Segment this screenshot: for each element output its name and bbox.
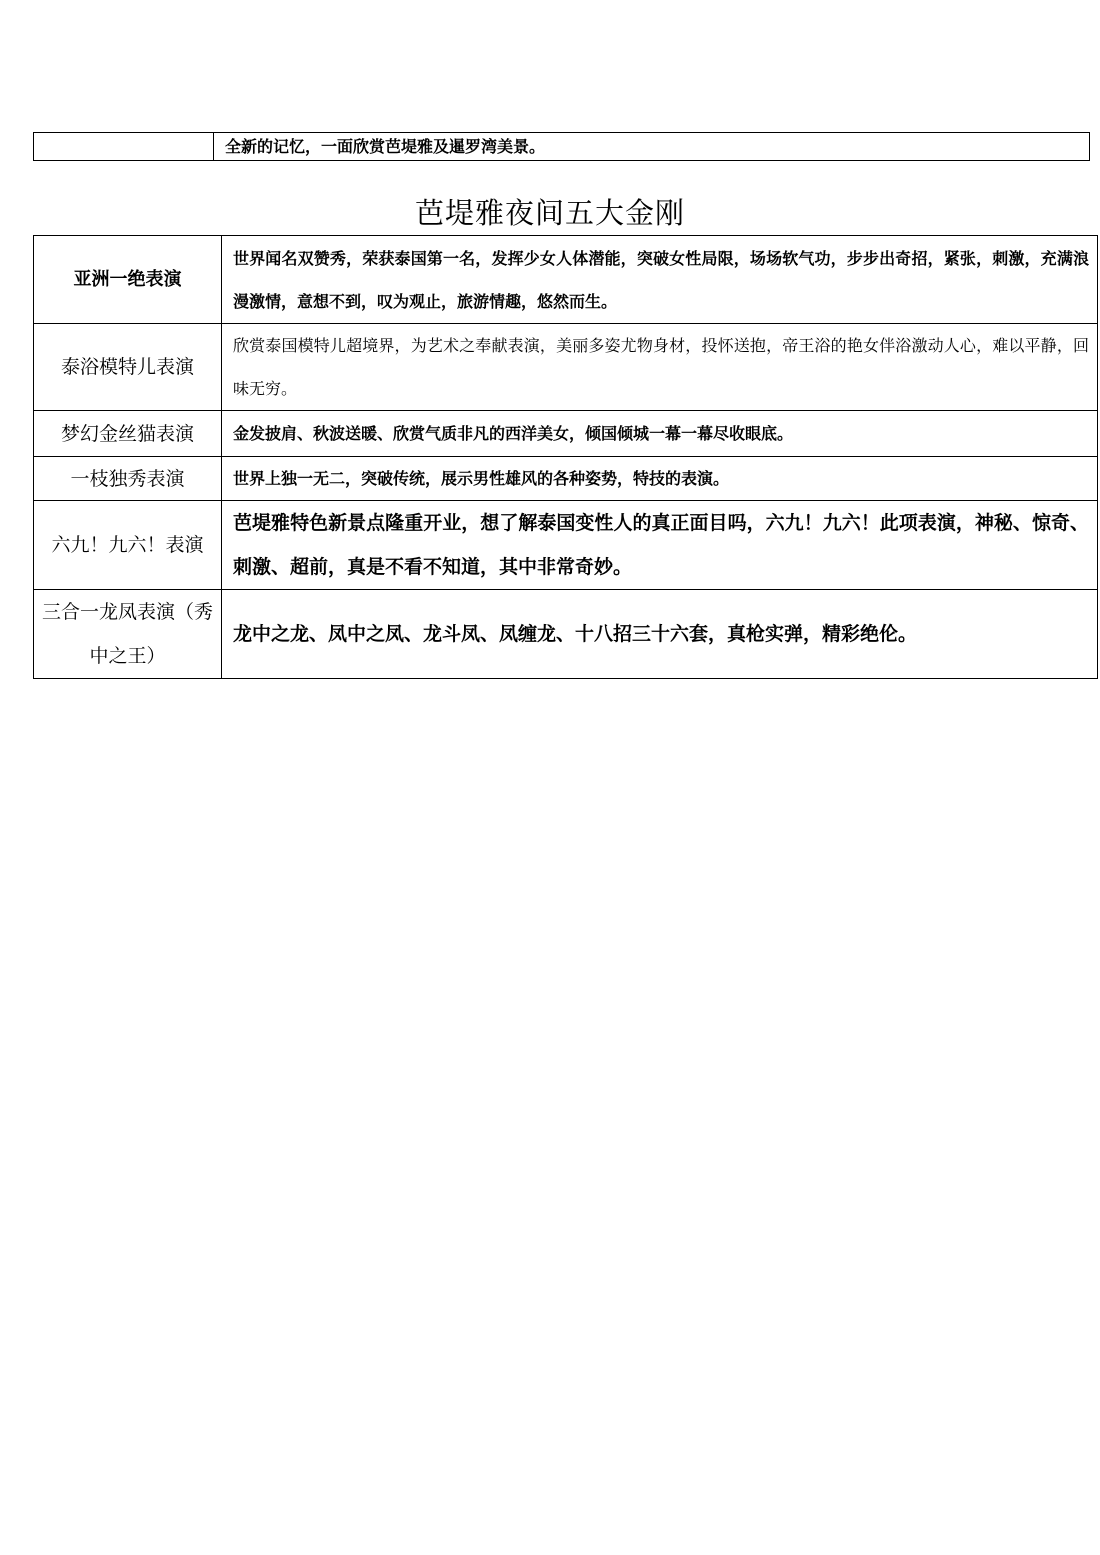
show-desc-cell: 龙中之龙、凤中之凤、龙斗凤、凤缠龙、十八招三十六套，真枪实弹，精彩绝伦。 (222, 590, 1098, 679)
show-desc-cell: 世界上独一无二，突破传统，展示男性雄风的各种姿势，特技的表演。 (222, 457, 1098, 501)
continuation-table (33, 132, 1090, 161)
show-desc-cell: 欣赏泰国模特儿超境界，为艺术之奉献表演，美丽多姿尤物身材，投怀送抱，帝王浴的艳女伴浴激动人心，难以平静，回味无穷。 (222, 324, 1098, 411)
show-name-cell: 亚洲一绝表演 (34, 236, 222, 324)
table-row (34, 411, 1098, 457)
show-name-cell: 泰浴模特儿表演 (34, 324, 222, 411)
page-title: 芭堤雅夜间五大金刚 (414, 196, 685, 230)
show-name-cell: 梦幻金丝猫表演 (34, 411, 222, 457)
show-name-cell: 一枝独秀表演 (34, 457, 222, 501)
show-name-cell: 六九！九六！表演 (34, 501, 222, 590)
show-desc-cell: 芭堤雅特色新景点隆重开业，想了解泰国变性人的真正面目吗，六九！九六！此项表演，神秘、惊奇、刺激、超前，真是不看不知道，其中非常奇妙。 (222, 501, 1098, 590)
table-row (34, 457, 1098, 501)
continuation-label-cell (34, 133, 214, 161)
table-row (34, 501, 1098, 590)
continuation-desc-cell: 全新的记忆，一面欣赏芭堤雅及暹罗湾美景。 (214, 133, 1090, 161)
table-row (34, 590, 1098, 679)
shows-table (33, 235, 1098, 679)
table-row (34, 133, 1090, 161)
show-name-cell: 三合一龙凤表演（秀中之王） (34, 590, 222, 679)
table-row (34, 324, 1098, 411)
show-desc-cell: 金发披肩、秋波送暖、欣赏气质非凡的西洋美女，倾国倾城一幕一幕尽收眼底。 (222, 411, 1098, 457)
table-row (34, 236, 1098, 324)
show-desc-cell: 世界闻名双赞秀，荣获泰国第一名，发挥少女人体潜能，突破女性局限，场场软气功，步步出奇招，紧张，刺激，充满浪漫激情，意想不到，叹为观止，旅游情趣，悠然而生。 (222, 236, 1098, 324)
